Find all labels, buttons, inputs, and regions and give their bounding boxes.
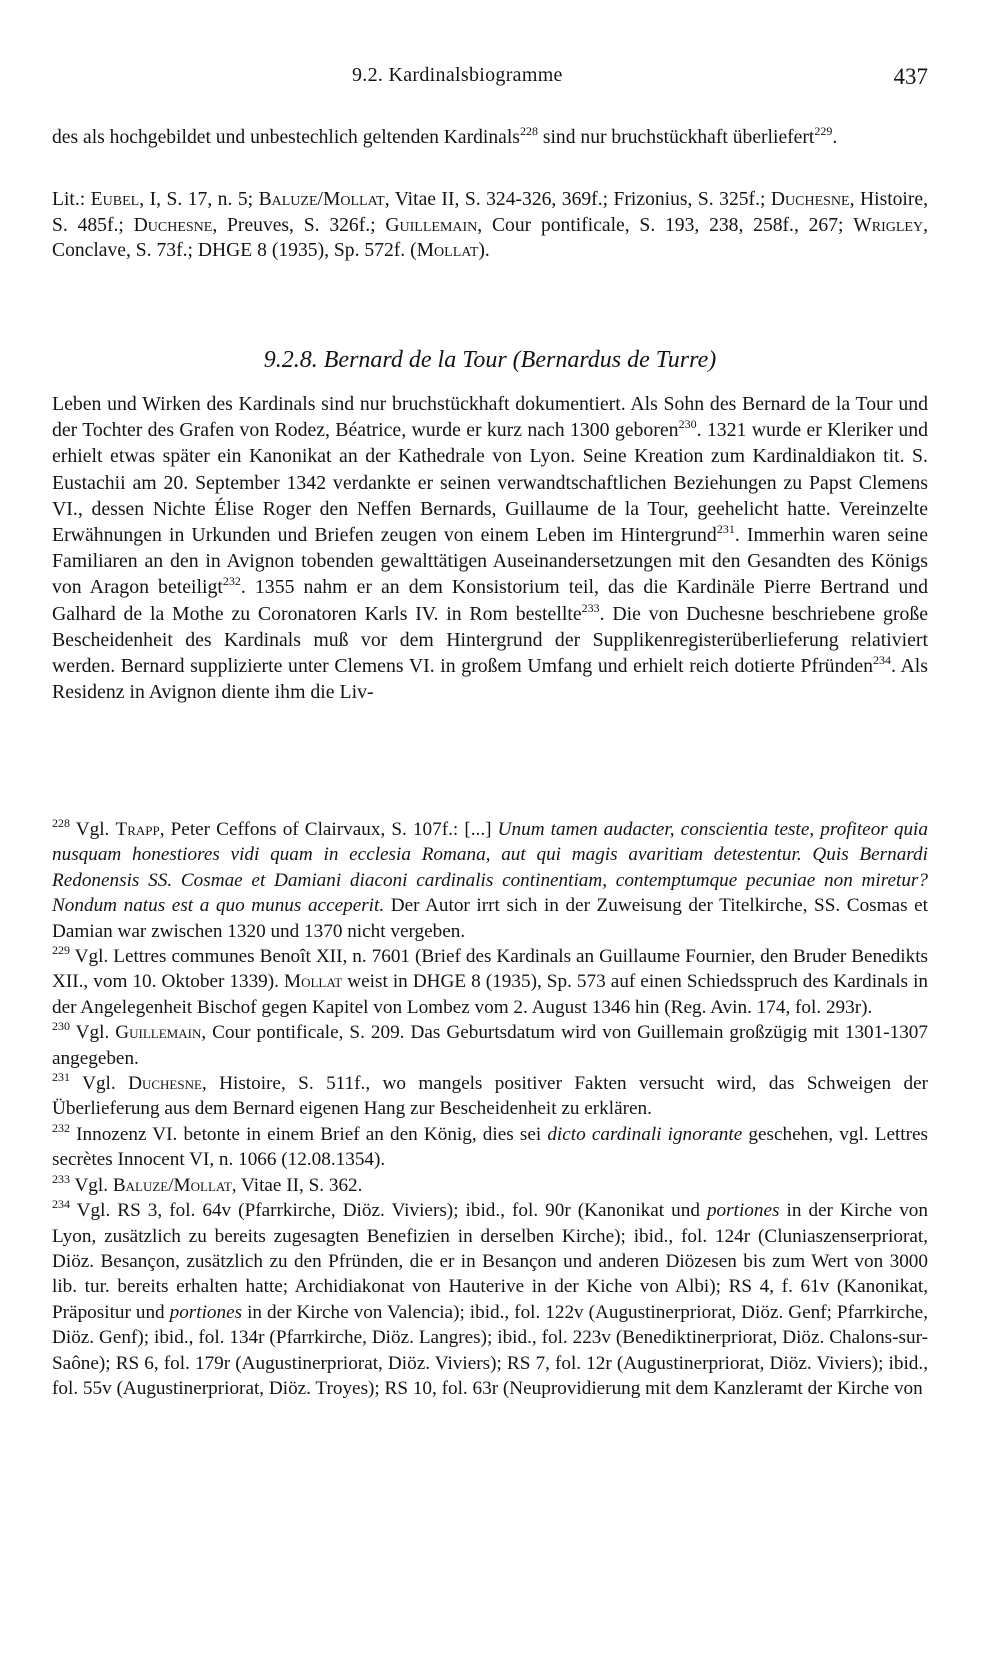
author-name: Duchesne	[128, 1073, 202, 1095]
latin-quote: Unum tamen audacter, conscientia teste, profiteor quia nusquam honestiores vidi quam in ecclesia Romana, aut qui magis avaritiam detestentur. Quis Bernardi Redonensis SS. Cosmae et Damiani diaconi cardinalis continentiam, contemptumque pecuniae non miretur? Nondum natus est a quo munus acceperit.	[52, 819, 928, 917]
footnote-number: 231	[52, 1070, 70, 1085]
footnote-ref[interactable]: 229	[814, 124, 833, 138]
author-name: Mollat	[284, 971, 343, 993]
intro-paragraph: des als hochgebildet und unbestechlich geltenden Kardinals$^{228}$ sind nur bruchstückhaft überliefert$^{229}$.	[52, 124, 838, 148]
footnote-number: 228	[52, 816, 70, 830]
author-name: Guillemain	[385, 214, 478, 236]
running-header	[52, 64, 928, 94]
latin-term: portiones	[706, 1200, 780, 1222]
footnote-233: $^{233}$ Vgl. Baluze/Mollat, Vitae II, S. 362.	[52, 1171, 363, 1196]
footnote-ref[interactable]: 234	[873, 653, 892, 668]
footnote-ref[interactable]: 233	[581, 600, 600, 615]
author-name: Mollat	[416, 240, 479, 262]
footnote-number: 232	[52, 1120, 70, 1135]
footnote-ref[interactable]: 232	[222, 574, 241, 589]
footnote-230: $^{230}$ Vgl. Guillemain, Cour pontificale, S. 209. Das Geburtsdatum wird von Guillemain großzügig mit 1301-1307 angegeben.	[52, 1019, 928, 1069]
footnote-number: 233	[52, 1171, 70, 1186]
latin-quote: dicto cardinali ignorante	[547, 1123, 743, 1145]
author-name: Guillemain	[115, 1022, 202, 1044]
footnote-234: $^{234}$ Vgl. RS 3, fol. 64v (Pfarrkirche, Diöz. Viviers); ibid., fol. 90r (Kanonikat und portiones in der Kirche von Lyon, zusätzlich zu bereits zugesagten Benefizien in derselben Kirche); ibid., fol. 124r (Cluniaszenserpriorat, Diöz. Besançon, zusätzlich zu den Pfründen, die er in Besançon und anderen Diözesen bis zum Wert von 3000 lib. tur. bereits erhalten hatte; Archidiakonat von Hauterive in der Kiche von Albi); RS 4, f. 61v (Kanonikat, Präpositur und portiones in der Kirche von Valencia); ibid., fol. 122v (Augustinerpriorat, Diöz. Genf; Pfarrkirche, Diöz. Genf); ibid., fol. 134r (Pfarrkirche, Diöz. Langres); ibid., fol. 223v (Benediktinerpriorat, Diöz. Chalons-sur-Saône); RS 6, fol. 179r (Augustinerpriorat, Diöz. Viviers); RS 7, fol. 12r (Augustinerpriorat, Diöz. Viviers); ibid., fol. 55v (Augustinerpriorat, Diöz. Troyes); RS 10, fol. 63r (Neuprovidierung mit dem Kanzleramt der Kirche von	[52, 1197, 928, 1399]
footnote-229: $^{229}$ Vgl. Lettres communes Benoît XII, n. 7601 (Brief des Kardinals an Guillaume Fournier, den Bruder Benedikts XII., vom 10. Oktober 1339). Mollat weist in DHGE 8 (1935), Sp. 573 auf einen Schiedsspruch des Kardinals in der Angelegenheit Bischof gegen Kapitel von Lombez vom 2. August 1346 hin (Reg. Avin. 174, fol. 293r).	[52, 943, 928, 1018]
author-name: Duchesne	[133, 214, 213, 236]
author-name: Trapp	[115, 819, 160, 840]
author-name: Duchesne	[770, 189, 850, 210]
footnote-ref[interactable]: 231	[716, 522, 735, 537]
footnote-ref[interactable]: 228	[519, 124, 538, 138]
footnote-number: 229	[52, 943, 70, 958]
footnote-number: 230	[52, 1019, 70, 1034]
footnote-ref[interactable]: 230	[678, 417, 697, 432]
section-title: 9.2. Kardinalsbiogramme	[352, 64, 563, 86]
author-name: Baluze/Mollat	[258, 189, 385, 210]
footnote-number: 234	[52, 1197, 70, 1212]
page-number: 437	[893, 64, 928, 89]
footnote-228: $^{228}$ Vgl. Trapp, Peter Ceffons of Clairvaux, S. 107f.: [...] Unum tamen audacter, conscientia teste, profiteor quia nusquam honestiores vidi quam in ecclesia Romana, aut qui magis avaritiam detestentur. Quis Bernardi Redonensis SS. Cosmae et Damiani diaconi cardinalis continentiam, contemptumque pecuniae non miretur? Nondum natus est a quo munus acceperit. Der Autor irrt sich in der Zuweisung der Titelkirche, SS. Cosmas et Damian war zwischen 1320 und 1370 nicht vergeben.	[52, 816, 928, 942]
author-name: Wrigley	[853, 214, 924, 236]
section-heading: 9.2.8. Bernard de la Tour (Bernardus de Turre)	[263, 347, 717, 373]
main-paragraph: Leben und Wirken des Kardinals sind nur bruchstückhaft dokumentiert. Als Sohn des Bernard de la Tour und der Tochter des Grafen von Rodez, Béatrice, wurde er kurz nach 1300 geboren$^{230}$. 1321 wurde er Kleriker und erhielt etwas später ein Kanonikat an der Kathedrale von Lyon. Seine Kreation zum Kardinaldiakon tit. S. Eustachii am 20. September 1342 verdankte er seinen verwandtschaftlichen Beziehungen zu Papst Clemens VI., dessen Nichte Élise Roger den Neffen Bernards, Guillaume de la Tour, geehelicht hatte. Vereinzelte Erwähnungen in Urkunden und Briefen zeugen von einem Leben im Hintergrund$^{231}$. Immerhin waren seine Familiaren an den in Avignon tobenden gewalttätigen Auseinandersetzungen mit den Gesandten des Königs von Aragon beteiligt$^{232}$. 1355 nahm er an dem Konsistorium teil, das die Kardinäle Pierre Bertrand und Galhard de la Mothe zu Coronatoren Karls IV. in Rom bestellte$^{233}$. Die von Duchesne beschriebene große Bescheidenheit des Kardinals muß vor dem Hintergrund der Supplikenregisterüberlieferung relativiert werden. Bernard supplizierte unter Clemens VI. in großem Umfang und erhielt reich dotierte Pfründen$^{234}$. Als Residenz in Avignon diente ihm die Liv-	[52, 393, 929, 704]
footnote-231: $^{231}$ Vgl. Duchesne, Histoire, S. 511f., wo mangels positiver Fakten versucht wird, das Schweigen der Überlieferung aus dem Bernard eigenen Hang zur Bescheidenheit zu erklären.	[52, 1070, 928, 1120]
author-name: Eubel	[90, 189, 140, 210]
footnote-232: $^{232}$ Innozenz VI. betonte in einem Brief an den König, dies sei dicto cardinali ignorante geschehen, vgl. Lettres secrètes Innocent VI, n. 1066 (12.08.1354).	[52, 1120, 928, 1171]
literature-list: Lit.: Eubel, I, S. 17, n. 5; Baluze/Mollat, Vitae II, S. 324-326, 369f.; Frizonius, S. 325f.; Duchesne, Histoire, S. 485f.; Duchesne, Preuves, S. 326f.; Guillemain, Cour pontificale, S. 193, 238, 258f., 267; Wrigley, Conclave, S. 73f.; DHGE 8 (1935), Sp. 572f. (Mollat).	[52, 189, 928, 262]
footnotes	[52, 817, 928, 1401]
author-name: Baluze/Mollat	[112, 1174, 232, 1196]
latin-term: portiones	[169, 1301, 243, 1323]
